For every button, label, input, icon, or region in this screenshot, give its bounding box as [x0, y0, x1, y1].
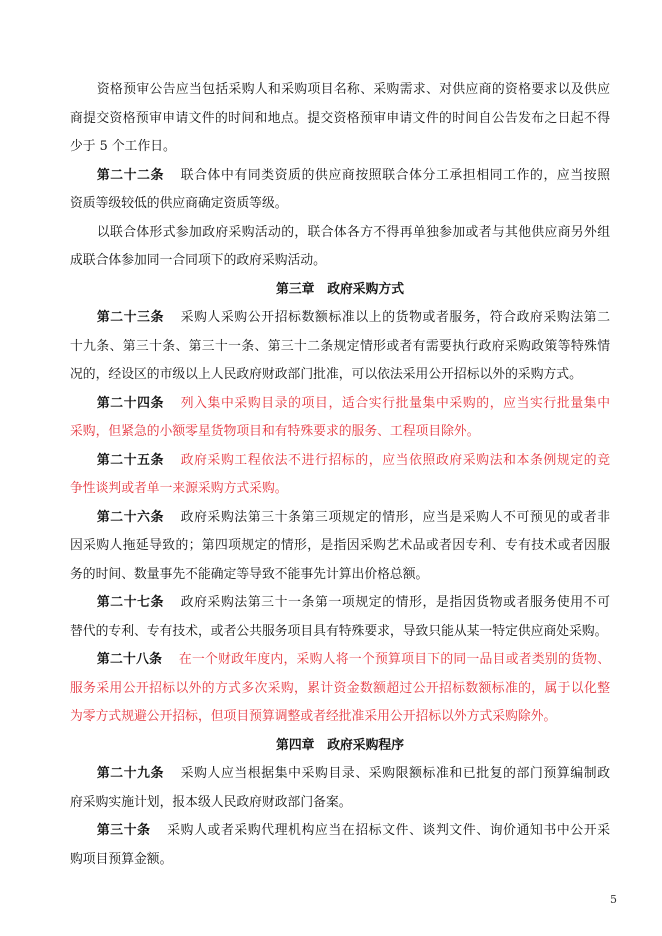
line-text: 采购人采购公开招标数额标准以上的货物或者服务，符合政府采购法第二 [180, 310, 611, 325]
paragraph-line [70, 333, 610, 362]
chapter-heading [70, 276, 610, 305]
article-number: 第二十九条 [96, 766, 165, 781]
article-paragraph [70, 219, 610, 276]
article-number: 第二十五条 [96, 452, 165, 468]
line-text: 政府采购法第三十条第三项规定的情形，应当是采购人不可预见的或者非 [180, 509, 611, 525]
paragraph-line [70, 418, 610, 447]
paragraph-line [70, 846, 610, 875]
line-text: 政府采购法第三十一条第一项规定的情形，是指因货物或者服务使用不可 [180, 595, 611, 610]
line-text: 成联合体参加同一合同项下的政府采购活动。 [70, 253, 326, 268]
line-text: 服务采用公开招标以外的方式多次采购，累计资金数额超过公开招标数额标准的，属于以化整 [70, 680, 610, 696]
article-paragraph [70, 390, 610, 447]
line-text: 府采购实施计划，报本级人民政府财政部门备案。 [70, 794, 352, 810]
line-text: 采购人或者采购代理机构应当在招标文件、谈判文件、询价通知书中公开采 [167, 823, 611, 838]
article-number: 第二十三条 [96, 310, 165, 325]
line-text: 列入集中采购目录的项目，适合实行批量集中采购的，应当实行批量集中 [180, 395, 611, 411]
paragraph-line [70, 361, 610, 390]
line-text: 少于 5 个工作日。 [70, 139, 176, 154]
paragraph-line [70, 532, 610, 561]
line-text: 务的时间、数量事先不能确定等导致不能事先计算出价格总额。 [70, 566, 429, 582]
document-body [70, 76, 610, 874]
article-paragraph [70, 760, 610, 817]
paragraph-line [70, 247, 610, 276]
paragraph-line [70, 390, 610, 419]
paragraph-line [70, 646, 610, 675]
paragraph-line [70, 504, 610, 533]
article-number: 第二十八条 [96, 652, 163, 667]
line-text: 第四章 政府采购程序 [276, 737, 404, 753]
chapter-title [70, 732, 610, 761]
chapter-title [70, 276, 610, 305]
article-paragraph [70, 76, 610, 162]
line-text: 联合体中有同类资质的供应商按照联合体分工承担相同工作的，应当按照 [180, 167, 611, 183]
line-text: 采购，但紧急的小额零星货物项目和有特殊要求的服务、工程项目除外。 [70, 424, 480, 439]
page-number: 5 [610, 893, 617, 906]
line-text: 况的，经设区的市级以上人民政府财政部门批准，可以依法采用公开招标以外的采购方式。 [70, 367, 582, 382]
chapter-heading [70, 732, 610, 761]
article-paragraph [70, 304, 610, 390]
paragraph-line [70, 133, 610, 162]
paragraph-line [70, 675, 610, 704]
line-text: 替代的专利、专有技术，或者公共服务项目具有特殊要求，导致只能从某一特定供应商处采购。 [70, 623, 608, 639]
paragraph-line [70, 618, 610, 647]
article-paragraph [70, 817, 610, 874]
paragraph-line [70, 219, 610, 248]
line-text: 资格预审公告应当包括采购人和采购项目名称、采购需求、对供应商的资格要求以及供应 [96, 82, 610, 97]
paragraph-line [70, 561, 610, 590]
article-number: 第二十七条 [96, 595, 165, 610]
line-text: 第三章 政府采购方式 [276, 281, 404, 297]
line-text: 为零方式规避公开招标，但项目预算调整或者经批准采用公开招标以外方式采购除外。 [70, 709, 557, 724]
paragraph-line [70, 162, 610, 191]
paragraph-line [70, 190, 610, 219]
paragraph-line [70, 703, 610, 732]
paragraph-line [70, 475, 610, 504]
line-text: 十九条、第三十条、第三十一条、第三十二条规定情形或者有需要执行政府采购政策等特殊情 [70, 338, 610, 354]
paragraph-line [70, 304, 610, 333]
paragraph-line [70, 817, 610, 846]
line-text: 争性谈判或者单一来源采购方式采购。 [70, 481, 288, 496]
paragraph-line [70, 789, 610, 818]
line-text: 商提交资格预审申请文件的时间和地点。提交资格预审申请文件的时间自公告发布之日起不得 [70, 110, 610, 126]
line-text: 因采购人拖延导致的；第四项规定的情形，是指因采购艺术品或者因专利、专有技术或者因服 [70, 538, 610, 553]
article-number: 第二十二条 [96, 167, 165, 183]
paragraph-line [70, 760, 610, 789]
article-paragraph [70, 589, 610, 646]
paragraph-line [70, 589, 610, 618]
line-text: 以联合体形式参加政府采购活动的，联合体各方不得再单独参加或者与其他供应商另外组 [96, 224, 610, 240]
line-text: 在一个财政年度内，采购人将一个预算项目下的同一品目或者类别的货物、 [178, 652, 611, 667]
article-number: 第二十六条 [96, 509, 165, 525]
line-text: 购项目预算金额。 [70, 851, 173, 867]
paragraph-line [70, 105, 610, 134]
article-number: 第三十条 [96, 823, 151, 838]
article-paragraph [70, 447, 610, 504]
line-text: 采购人应当根据集中采购目录、采购限额标准和已批复的部门预算编制政 [180, 766, 611, 781]
article-paragraph [70, 646, 610, 732]
article-number: 第二十四条 [96, 395, 165, 411]
article-paragraph [70, 504, 610, 590]
paragraph-line [70, 447, 610, 476]
line-text: 政府采购工程依法不进行招标的，应当依照政府采购法和本条例规定的竞 [180, 452, 611, 468]
paragraph-line [70, 76, 610, 105]
article-paragraph [70, 162, 610, 219]
line-text: 资质等级较低的供应商确定资质等级。 [70, 196, 288, 211]
